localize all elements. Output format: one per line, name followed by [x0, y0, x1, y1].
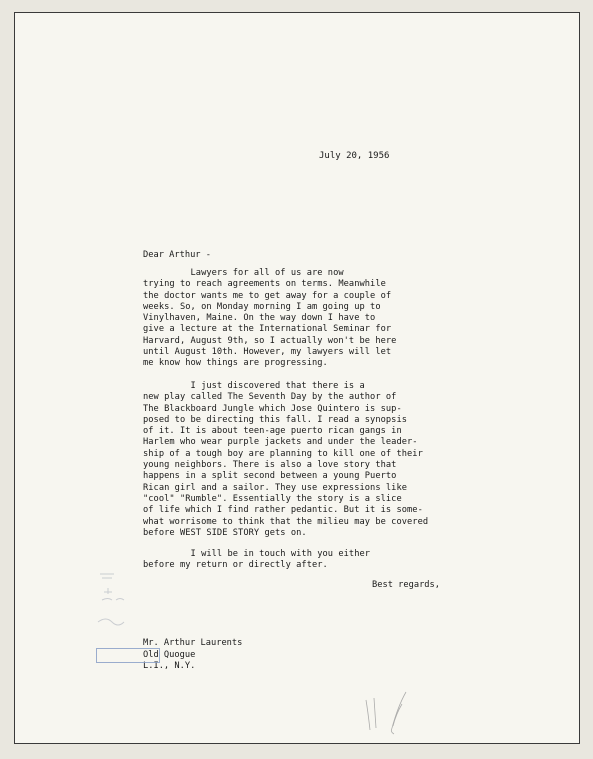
faint-pencil-marks: [92, 570, 132, 640]
text-line: weeks. So, on Monday morning I am going up to: [143, 301, 381, 312]
text-line: Vinylhaven, Maine. On the way down I have to: [143, 313, 376, 324]
text-line: of it. It is about teen-age puerto rican gangs in: [143, 426, 402, 437]
text-line: me know how things are progressing.: [143, 358, 328, 369]
text-line: give a lecture at the International Seminar for: [143, 324, 392, 335]
text-line: I just discovered that there is a: [143, 381, 365, 391]
pencil-mark: [360, 690, 420, 735]
paragraph-3: [143, 549, 563, 572]
archive-stamp: [96, 648, 160, 663]
address-line: L.I., N.Y.: [143, 661, 196, 672]
text-line: The Blackboard Jungle which Jose Quintero is sup-: [143, 403, 402, 414]
text-line: posed to be directing this fall. I read a synopsis: [143, 414, 408, 425]
text-line: new play called The Seventh Day by the author of: [143, 392, 397, 403]
letter-date: July 20, 1956: [319, 151, 390, 161]
text-line: young neighbors. There is also a love story that: [143, 460, 397, 471]
text-line: Rican girl and a sailor. They use expressions like: [143, 482, 408, 493]
text-line: until August 10th. However, my lawyers will let: [143, 347, 392, 358]
text-line: of life which I find rather pedantic. But it is some-: [143, 505, 423, 516]
paragraph-1: [143, 268, 563, 370]
text-line: before WEST SIDE STORY gets on.: [143, 527, 307, 538]
text-line: I will be in touch with you either: [143, 549, 371, 559]
paragraph-2: [143, 381, 563, 539]
text-line: ship of a tough boy are planning to kill one of their: [143, 448, 423, 459]
text-line: happens in a split second between a young Puerto: [143, 471, 397, 482]
closing: Best regards,: [372, 580, 440, 590]
text-line: trying to reach agreements on terms. Meanwhile: [143, 279, 386, 290]
address-line: Old Quogue: [143, 649, 196, 660]
address-line: Mr. Arthur Laurents: [143, 638, 243, 648]
text-line: Lawyers for all of us are now: [143, 268, 344, 278]
text-line: "cool" "Rumble". Essentially the story is a slice: [143, 493, 402, 504]
text-line: before my return or directly after.: [143, 560, 328, 571]
text-line: the doctor wants me to get away for a couple of: [143, 290, 392, 301]
text-line: Harvard, August 9th, so I actually won't be here: [143, 335, 397, 346]
salutation: Dear Arthur -: [143, 250, 211, 260]
text-line: Harlem who wear purple jackets and under the leader-: [143, 437, 418, 448]
text-line: what worrisome to think that the milieu may be covered: [143, 516, 429, 527]
